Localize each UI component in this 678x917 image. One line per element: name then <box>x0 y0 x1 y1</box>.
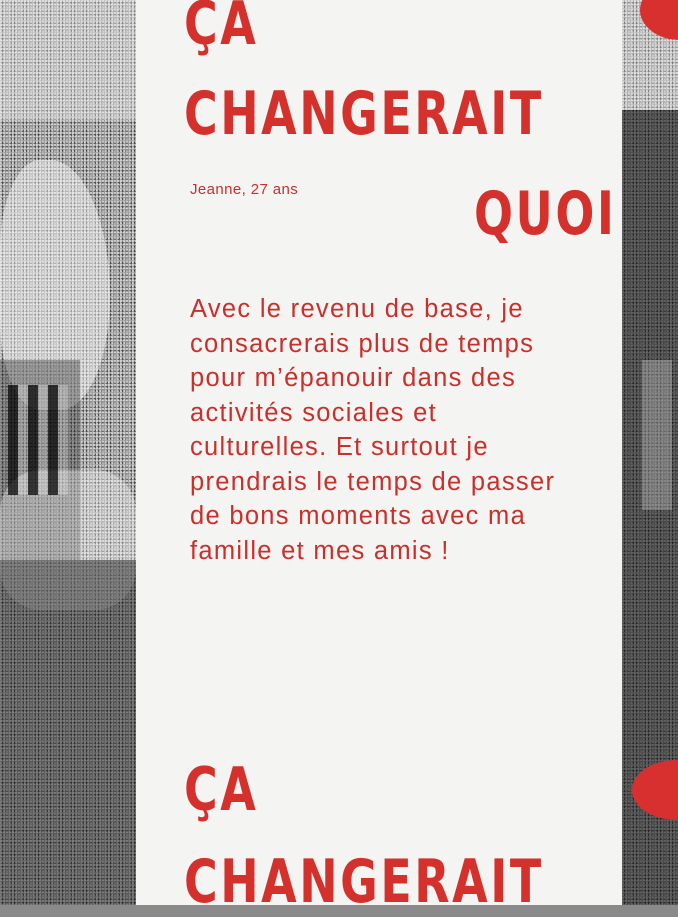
photo-shade <box>642 360 672 510</box>
headline-bottom-changerait: CHANGERAIT <box>184 847 544 917</box>
photo-shade <box>0 560 136 905</box>
quote-text: Avec le revenu de base, je consacrerais plus de temps pour m’épanouir dans des activités sociales et culturelles. Et surtout je prendrais le temps de passer de bons moments avec ma famille et mes amis ! <box>190 295 556 565</box>
byline: Jeanne, 27 ans <box>190 181 299 198</box>
photo-shade <box>0 0 136 120</box>
photo-left <box>0 0 136 905</box>
headline-ca: ÇA <box>184 0 259 59</box>
photo-window <box>8 385 68 495</box>
headline-bottom-ca: ÇA <box>184 755 259 825</box>
headline-quoi: QUOI <box>474 179 617 249</box>
headline-changerait: CHANGERAIT <box>184 79 544 149</box>
